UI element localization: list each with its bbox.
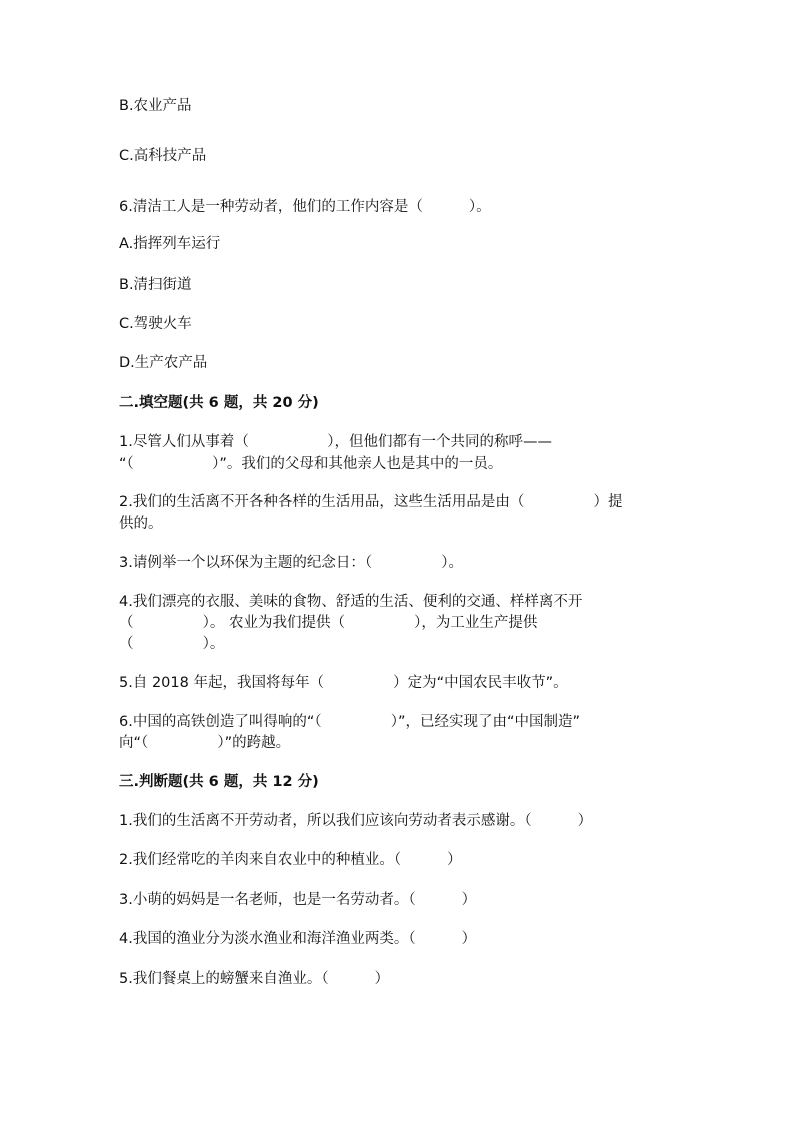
- fill-q4-line2: （ ）。 农业为我们提供（ ），为工业生产提供: [119, 615, 538, 631]
- section2-heading: 二.填空题(共 6 题，共 20 分): [119, 395, 319, 411]
- judge-q2: 2.我们经常吃的羊肉来自农业中的种植业。（ ）: [119, 852, 462, 868]
- judge-q5: 5.我们餐桌上的螃蟹来自渔业。（ ）: [119, 971, 390, 987]
- q6-option-c: C.驾驶火车: [119, 316, 192, 332]
- judge-q4: 4.我国的渔业分为淡水渔业和海洋渔业两类。（ ）: [119, 931, 477, 947]
- q6-option-d: D.生产农产品: [119, 355, 208, 371]
- fill-q3-line1: 3.请例举一个以环保为主题的纪念日：（ ）。: [119, 555, 463, 571]
- fill-q4-line3: （ ）。: [119, 636, 225, 652]
- fill-q6-line1: 6.中国的高铁创造了叫得响的“（ ）”，已经实现了由“中国制造”: [119, 714, 581, 730]
- fill-q5-line1: 5.自 2018 年起，我国将每年（ ）定为“中国农民丰收节”。: [119, 675, 568, 691]
- fill-q6-line2: 向“（ ）”的跨越。: [119, 735, 291, 751]
- fill-q2-line1: 2.我们的生活离不开各种各样的生活用品，这些生活用品是由（ ）提: [119, 494, 623, 510]
- fill-q1-line1: 1.尽管人们从事着（ ），但他们都有一个共同的称呼——: [119, 434, 552, 450]
- fill-q4-line1: 4.我们漂亮的衣服、美味的食物、舒适的生活、便利的交通、样样离不开: [119, 594, 583, 610]
- section3-heading: 三.判断题(共 6 题，共 12 分): [119, 774, 319, 790]
- q6-option-b: B.清扫街道: [119, 277, 192, 293]
- judge-q3: 3.小萌的妈妈是一名老师，也是一名劳动者。（ ）: [119, 892, 477, 908]
- q5-option-b: B.农业产品: [119, 98, 192, 114]
- fill-q2-line2: 供的。: [119, 516, 163, 532]
- q6-stem: 6.清洁工人是一种劳动者，他们的工作内容是（ ）。: [119, 199, 491, 215]
- fill-q1-line2: “（ ）”。我们的父母和其他亲人也是其中的一员。: [119, 456, 503, 472]
- q5-option-c: C.高科技产品: [119, 148, 207, 164]
- q6-option-a: A.指挥列车运行: [119, 236, 221, 252]
- judge-q1: 1.我们的生活离不开劳动者，所以我们应该向劳动者表示感谢。（ ）: [119, 813, 593, 829]
